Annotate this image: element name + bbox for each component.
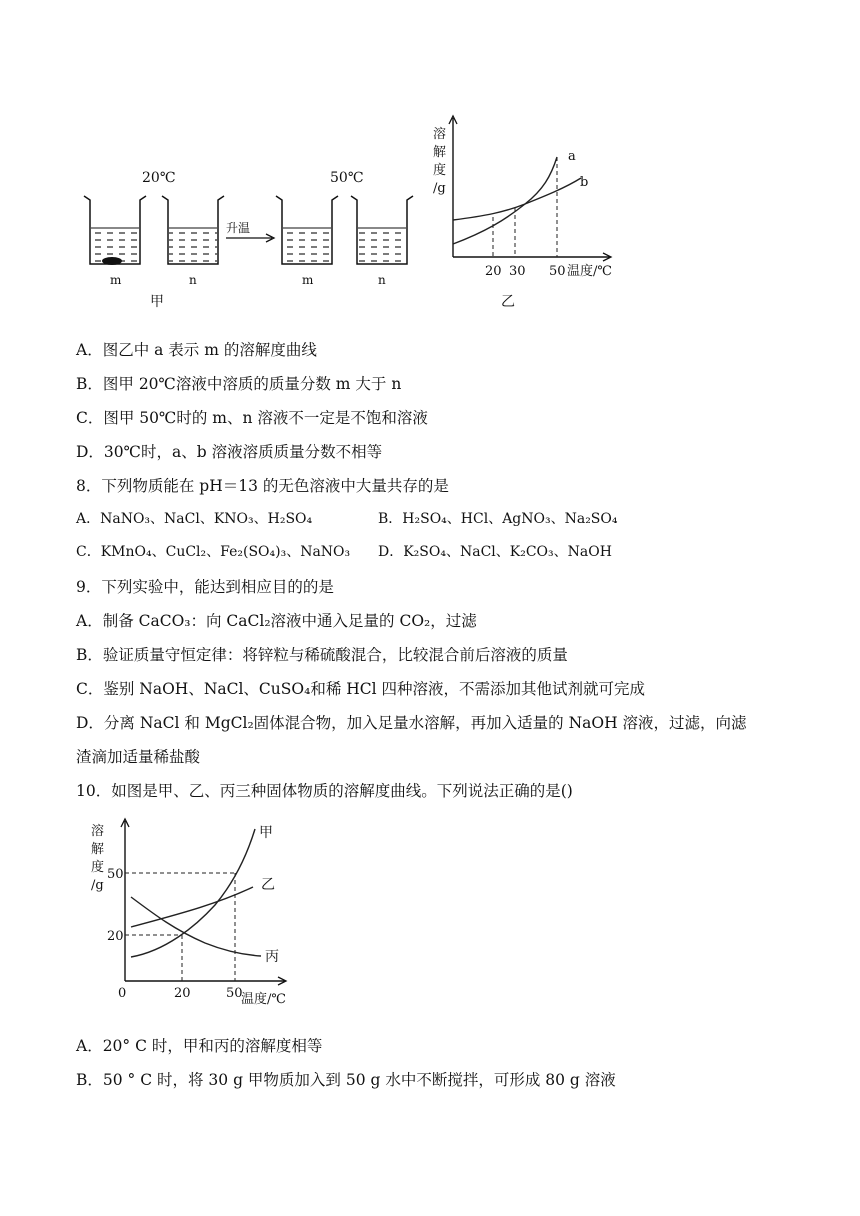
solid-precipitate — [102, 257, 122, 265]
curve-b — [453, 178, 581, 220]
heating-label: 升温 — [226, 221, 251, 235]
y-axis-label: /g — [433, 181, 446, 196]
x-axis — [453, 253, 611, 261]
option-line: B．验证质量守恒定律：将锌粒与稀硫酸混合，比较混合前后溶液的质量 — [76, 646, 568, 664]
option-line: C．图甲 50℃时的 m、n 溶液不一定是不饱和溶液 — [76, 409, 428, 427]
arrow-icon — [226, 234, 274, 242]
x-tick: 50 — [549, 264, 566, 279]
option-line: B．50 ° C 时，将 30 g 甲物质加入到 50 g 水中不断搅拌，可形成 80 g 溶液 — [76, 1071, 616, 1089]
option-line: A．图乙中 a 表示 m 的溶解度曲线 — [76, 341, 317, 359]
option-line: A．NaNO₃、NaCl、KNO₃、H₂SO₄ — [76, 511, 313, 527]
option-line: D．30℃时，a、b 溶液溶质质量分数不相等 — [76, 443, 383, 461]
beaker-label: n — [189, 273, 197, 287]
option-line: B．图甲 20℃溶液中溶质的质量分数 m 大于 n — [76, 375, 402, 393]
question-9: 9．下列实验中，能达到相应目的的是 — [76, 578, 334, 596]
x-tick: 30 — [509, 264, 526, 279]
curve-label-a: a — [568, 149, 576, 164]
option-line: A．制备 CaCO₃：向 CaCl₂溶液中通入足量的 CO₂，过滤 — [76, 612, 477, 630]
beaker-label: m — [302, 273, 314, 287]
solubility-chart-ab — [425, 112, 635, 312]
curve-label-b: b — [580, 175, 589, 190]
option-line: D．分离 NaCl 和 MgCl₂固体混合物，加入足量水溶解，再加入适量的 NaOH 溶液，过滤，向滤 — [76, 714, 747, 732]
option-line: D．K₂SO₄、NaCl、K₂CO₃、NaOH — [378, 544, 612, 560]
y-axis-label: 度 — [433, 163, 447, 178]
solubility-chart-3 — [85, 815, 305, 1015]
y-axis — [449, 116, 457, 257]
temp-label-right: 50℃ — [330, 170, 364, 186]
beaker-m-20 — [84, 196, 146, 265]
question-8: 8．下列物质能在 pH＝13 的无色溶液中大量共存的是 — [76, 477, 449, 495]
beaker-n-50 — [351, 196, 413, 264]
option-line: A．20° C 时，甲和丙的溶解度相等 — [76, 1037, 323, 1055]
y-axis — [121, 819, 129, 981]
x-tick: 50 — [226, 986, 243, 1001]
temp-label-left: 20℃ — [142, 170, 176, 186]
y-axis-label: /g — [91, 878, 104, 893]
x-axis — [125, 977, 286, 985]
x-axis-label: 温度/℃ — [241, 992, 286, 1007]
y-axis-label: 溶 — [433, 127, 447, 142]
x-tick: 0 — [118, 986, 127, 1001]
curve-bing — [131, 897, 261, 956]
option-line: C．鉴别 NaOH、NaCl、CuSO₄和稀 HCl 四种溶液，不需添加其他试剂就可完成 — [76, 680, 646, 698]
beaker-n-20 — [162, 196, 224, 264]
option-line: C．KMnO₄、CuCl₂、Fe₂(SO₄)₃、NaNO₃ — [76, 544, 351, 560]
curve-label-bing: 丙 — [265, 949, 279, 965]
x-axis-label: 温度/℃ — [567, 264, 612, 279]
beaker-label: m — [110, 273, 122, 287]
curve-yi — [131, 887, 253, 927]
beaker-figure — [70, 160, 430, 310]
y-tick: 50 — [107, 867, 124, 882]
curve-a — [453, 157, 557, 244]
option-line: 渣滴加适量稀盐酸 — [76, 748, 201, 766]
figure-caption: 甲 — [150, 294, 164, 310]
question-10: 10．如图是甲、乙、丙三种固体物质的溶解度曲线。下列说法正确的是() — [76, 782, 573, 800]
y-axis-label: 解 — [91, 842, 105, 857]
x-tick: 20 — [485, 264, 502, 279]
x-tick: 20 — [174, 986, 191, 1001]
curve-label-jia: 甲 — [259, 825, 273, 841]
y-axis-label: 溶 — [91, 824, 105, 839]
figure-caption: 乙 — [501, 294, 515, 310]
y-axis-label: 解 — [433, 145, 447, 160]
option-line: B．H₂SO₄、HCl、AgNO₃、Na₂SO₄ — [378, 511, 618, 527]
beaker-label: n — [378, 273, 386, 287]
curve-label-yi: 乙 — [261, 877, 275, 893]
y-axis-label: 度 — [91, 860, 105, 875]
y-tick: 20 — [107, 929, 124, 944]
beaker-m-50 — [276, 196, 338, 264]
